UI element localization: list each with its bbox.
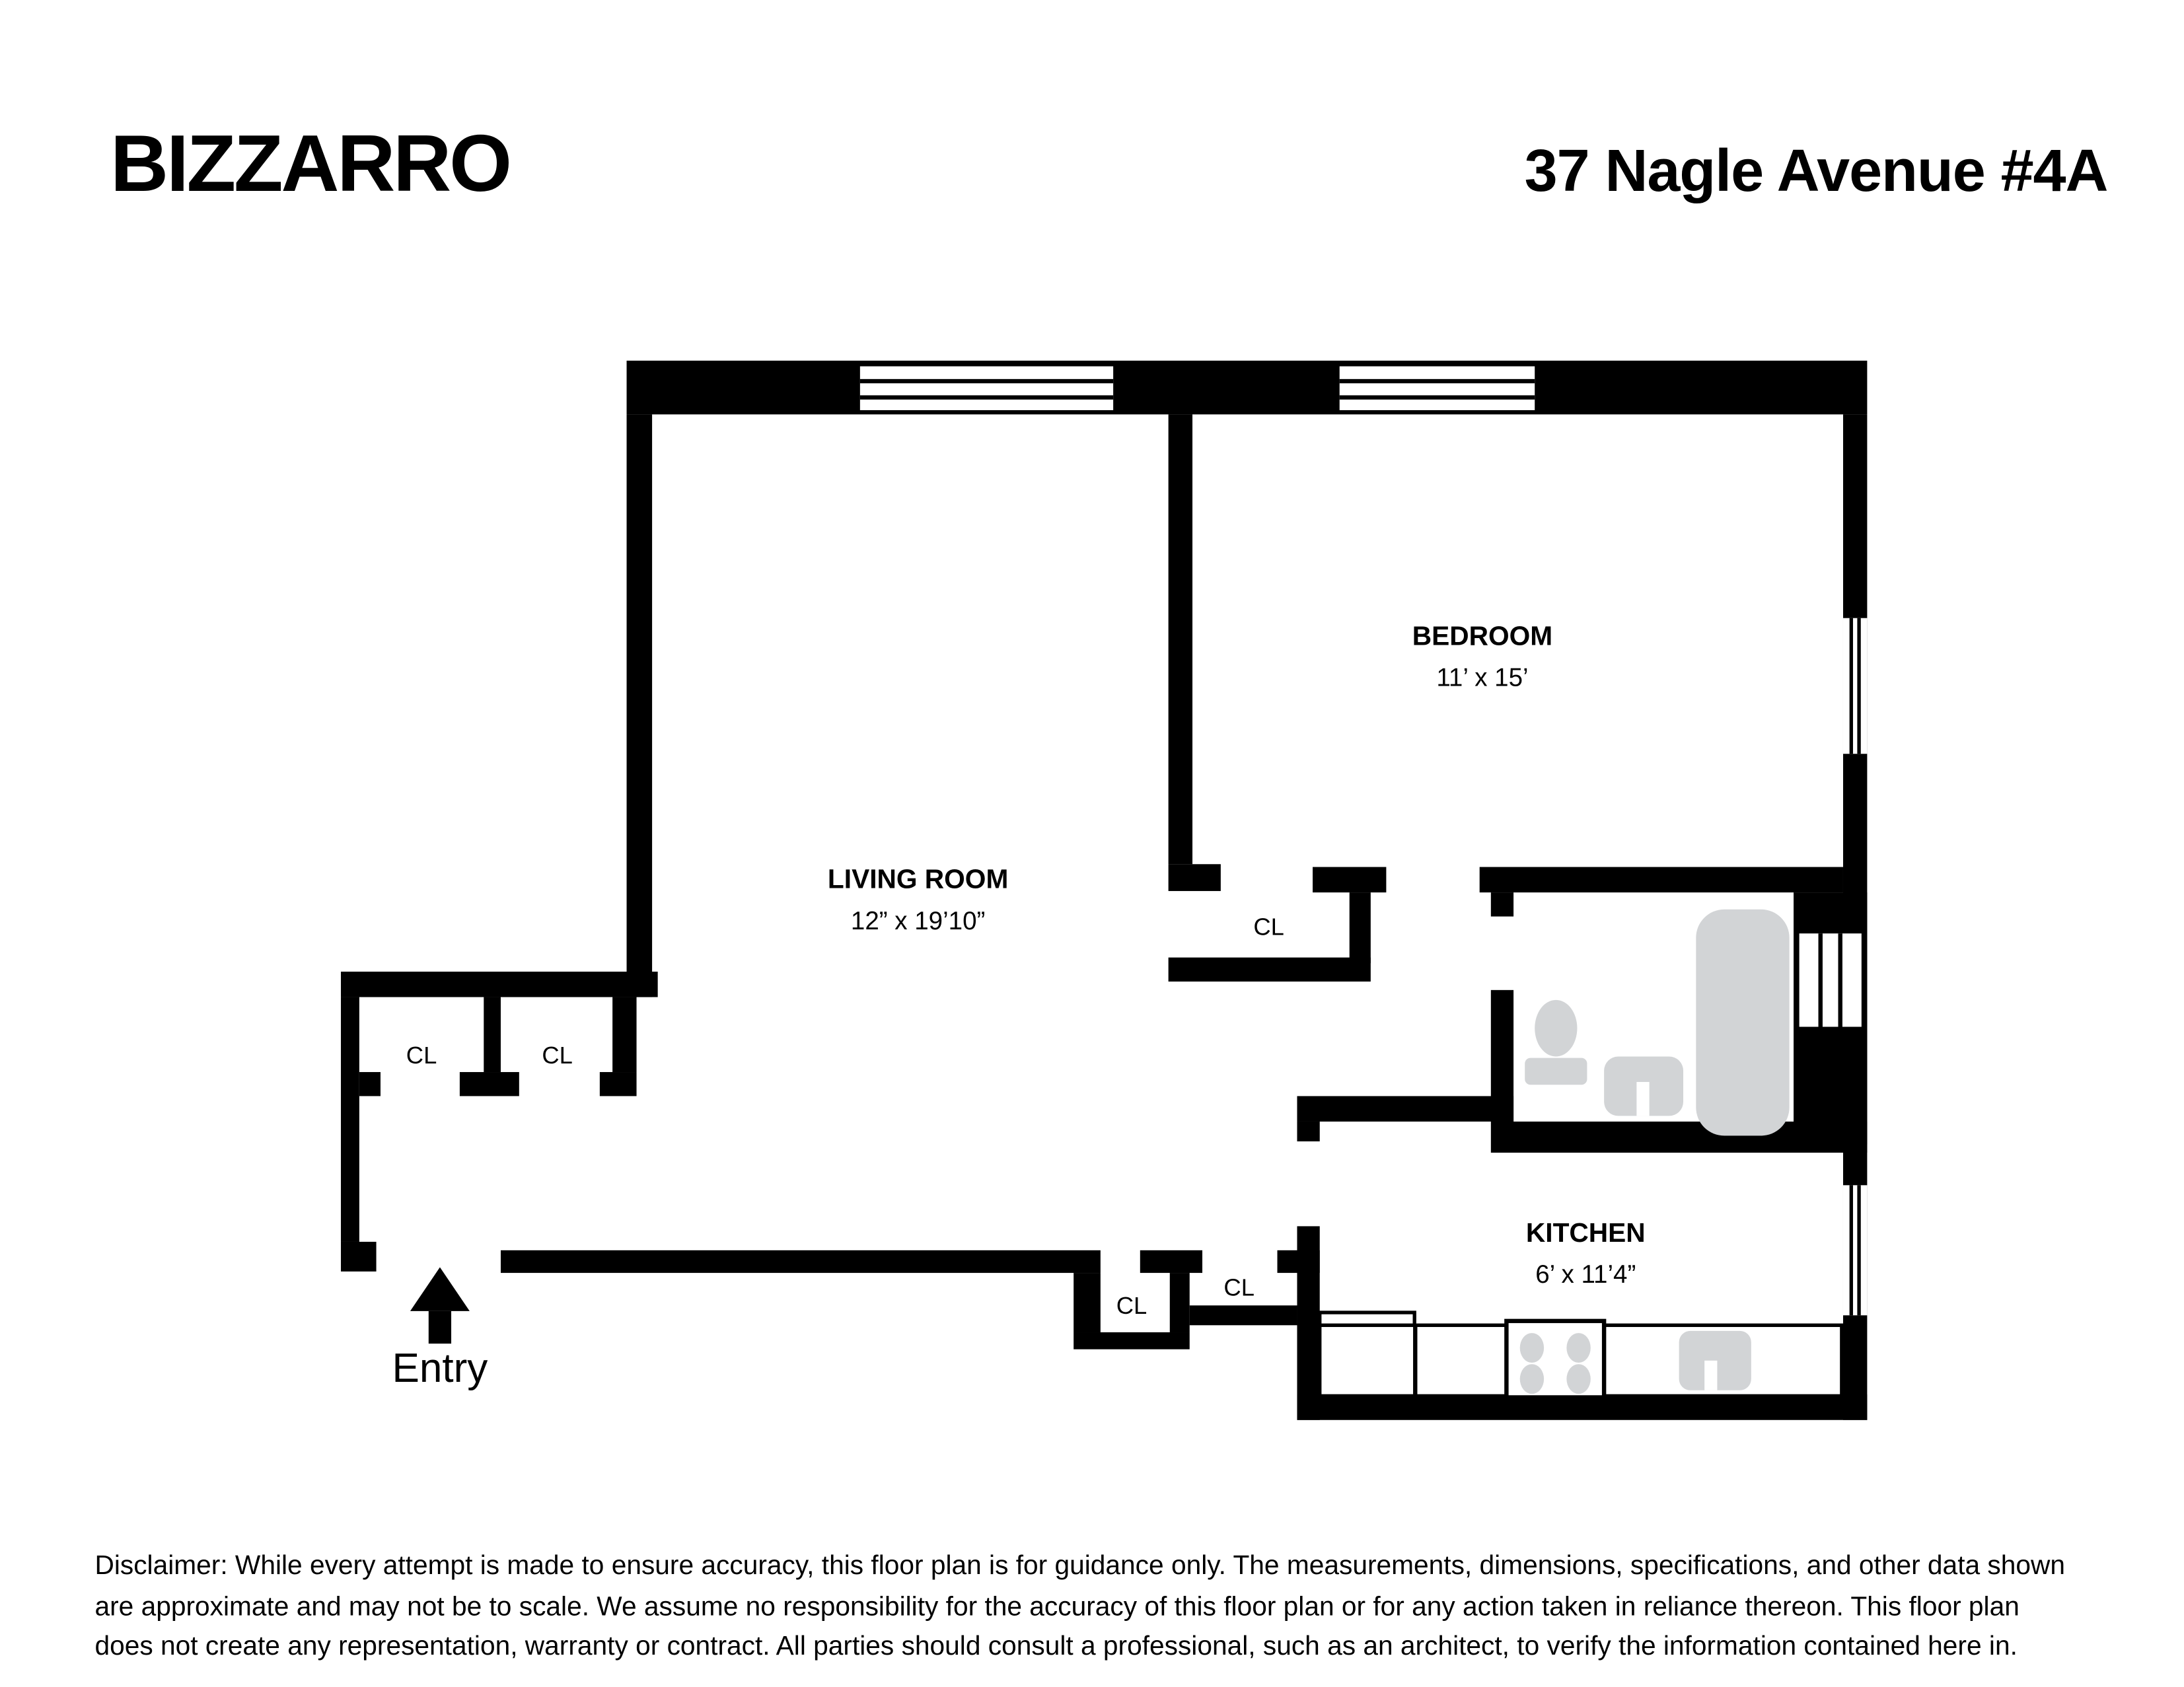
sink-drain-slot [1636, 1082, 1649, 1116]
wall-closet2-right [612, 997, 636, 1072]
arrow-head [410, 1268, 470, 1311]
stove-burner [1520, 1364, 1544, 1394]
window-top-right [1340, 367, 1535, 410]
kitchen-dims: 6’ x 11’4” [1535, 1260, 1636, 1289]
wall-closet3-left [1074, 1273, 1101, 1332]
closet-label-hall-wide: CL [1223, 1274, 1255, 1301]
closet-label-foyer-2: CL [542, 1042, 573, 1069]
listing-address-title: 37 Nagle Avenue #4A [1524, 137, 2108, 204]
window-mullion [1838, 933, 1842, 1026]
wall-closet2-foot [600, 1072, 637, 1096]
wall-foyer-closets-top [341, 972, 658, 997]
kitchen-counter-divider [1413, 1325, 1417, 1396]
wall-bathroom-door-jamb [1491, 892, 1513, 916]
wall-bedroom-bottom [1480, 867, 1843, 893]
stove-burner [1520, 1333, 1544, 1363]
window-mullion [1819, 933, 1823, 1026]
kitchen-sink [1679, 1331, 1751, 1390]
window-kitchen-right [1843, 1185, 1867, 1315]
wall-kitchen-left-stub [1297, 1122, 1319, 1141]
bathtub [1696, 910, 1789, 1136]
arrow-shaft [429, 1311, 451, 1344]
entry-label: Entry [392, 1345, 488, 1391]
bathroom-sink [1604, 1056, 1683, 1116]
window-mullion [1340, 379, 1535, 383]
window-glass [860, 367, 1113, 410]
toilet-bowl [1535, 1000, 1577, 1057]
window-top-left [860, 367, 1113, 410]
window-mullion [1340, 395, 1535, 399]
entry-arrow-icon [410, 1268, 470, 1344]
wall-closet3-jamb [1140, 1250, 1202, 1273]
wall-closet3-right [1170, 1273, 1190, 1332]
window-glass [1843, 1185, 1867, 1315]
wall-bedroom-closet-jamb [1313, 867, 1386, 893]
wall-left-exterior [627, 414, 653, 997]
closet-label-bedroom: CL [1253, 913, 1284, 941]
wall-bedroom-closet-right [1350, 892, 1371, 963]
wall-living-bottom [501, 1250, 1101, 1273]
toilet-tank [1525, 1058, 1587, 1085]
wall-top-exterior [627, 361, 1868, 414]
wall-closet1-jamb [359, 1072, 381, 1096]
window-bedroom-right [1843, 618, 1867, 754]
wall-closet4-bottom [1190, 1305, 1297, 1325]
wall-bedroom-closet-bottom [1169, 958, 1371, 982]
wall-entry-left-block [341, 1242, 377, 1272]
closet-label-foyer-1: CL [406, 1042, 437, 1069]
window-mullion [860, 395, 1113, 399]
window-bathroom-right [1800, 933, 1862, 1026]
window-mullion [1857, 1185, 1860, 1315]
wall-foyer-left [341, 997, 359, 1242]
disclaimer-line: Disclaimer: While every attempt is made to ensure accuracy, this floor plan is for guidance only. The measurements, dimensions, specifications, and other data shown [94, 1551, 2066, 1581]
window-mullion [860, 379, 1113, 383]
window-glass [1340, 367, 1535, 410]
wall-closet-divider [484, 997, 501, 1072]
wall-divider-door-jamb [1169, 864, 1221, 891]
sink-drain-slot [1704, 1361, 1717, 1390]
wall-bathroom-south [1491, 1122, 1868, 1153]
stove-burner [1566, 1364, 1590, 1394]
brand-logo: BIZZARRO [110, 118, 510, 209]
wall-living-bedroom-divider [1169, 414, 1192, 864]
disclaimer [94, 1547, 2065, 1668]
stove-top [1506, 1321, 1604, 1398]
wall-closet3-bottom [1074, 1332, 1190, 1349]
stove-burner [1566, 1333, 1590, 1363]
wall-hallway-south [1297, 1096, 1513, 1122]
window-mullion [1850, 1185, 1853, 1315]
toilet [1525, 1000, 1587, 1085]
bedroom-dims: 11’ x 15’ [1436, 663, 1529, 692]
window-glass [1800, 933, 1862, 1026]
wall-closet4-jamb [1278, 1250, 1320, 1273]
living-room-name: LIVING ROOM [827, 863, 1009, 894]
stove [1506, 1321, 1604, 1398]
disclaimer-line: are approximate and may not be to scale. We assume no responsibility for the accuracy of this floor plan or for any action taken in reliance thereon. This floor plan [94, 1591, 2020, 1622]
window-mullion [1850, 618, 1853, 754]
disclaimer-line: does not create any representation, warranty or contract. All parties should consult a professional, such as an architect, to verify the information contained here in. [94, 1632, 2018, 1662]
window-glass [1843, 618, 1867, 754]
kitchen-name: KITCHEN [1525, 1217, 1646, 1248]
window-mullion [1857, 618, 1860, 754]
wall-closet-divider-foot [460, 1072, 519, 1096]
closet-label-hall-small: CL [1116, 1292, 1147, 1320]
living-room-dims: 12” x 19’10” [850, 906, 986, 935]
bedroom-name: BEDROOM [1412, 620, 1553, 651]
